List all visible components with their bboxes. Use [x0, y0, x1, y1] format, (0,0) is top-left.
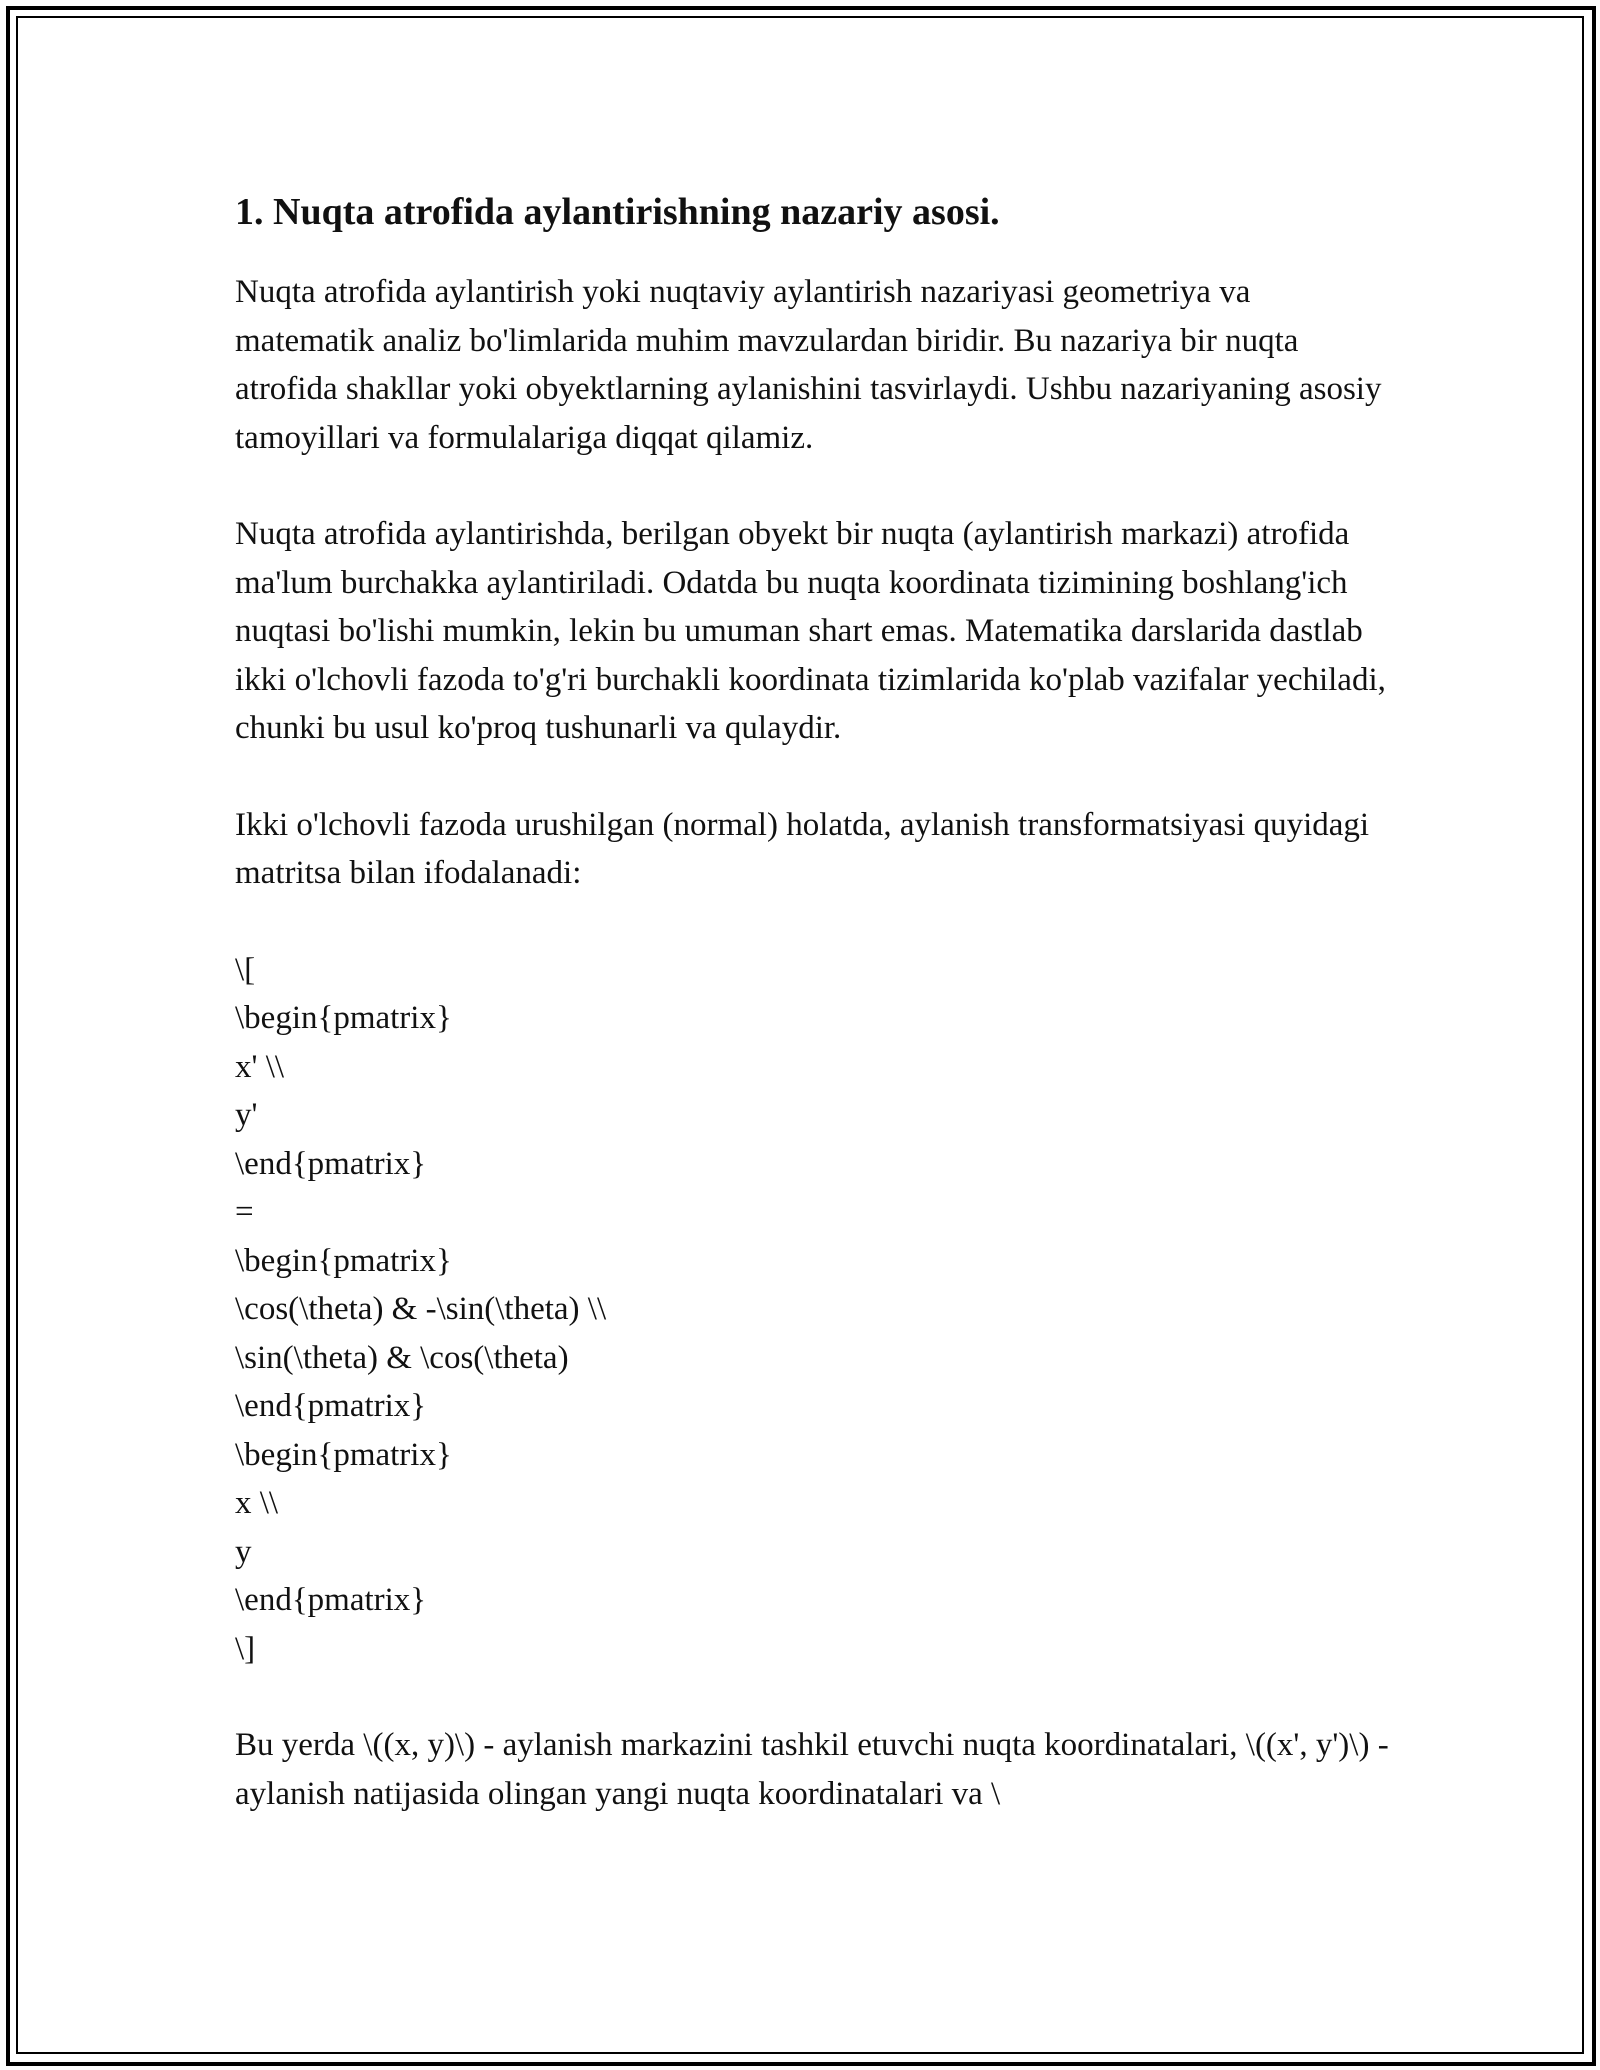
- formula-line: \sin(\theta) & \cos(\theta): [235, 1339, 569, 1376]
- formula-line: \cos(\theta) & -\sin(\theta) \\: [235, 1291, 607, 1327]
- formula-line: \end{pmatrix}: [235, 1582, 427, 1618]
- formula-line: \end{pmatrix}: [235, 1145, 427, 1182]
- formula-line: \[: [235, 951, 256, 988]
- paragraph-rotation-center: Nuqta atrofida aylantirishda, berilgan obyekt bir nuqta (aylantirish markazi) atrofida ma'lum burchakka aylantiriladi. Odatda bu nuqta koordinata tizimining boshlang'ich nuqtasi bo'lishi mumkin, lekin bu umuman shart emas. Matematika darslarida dastlab ikki o'lchovli fazoda to'g'ri burchakli koordinata tizimlarida ko'plab vazifalar yechiladi, chunki bu usul ko'proq tushunarli va qulaydir.: [235, 516, 1386, 746]
- paragraph-matrix-intro: Ikki o'lchovli fazoda urushilgan (normal) holatda, aylanish transformatsiyasi quyidagi matritsa bilan ifodalanadi:: [235, 806, 1370, 891]
- rotation-matrix-formula: [235, 946, 1395, 1674]
- section-heading: 1. Nuqta atrofida aylantirishning nazariy asosi.: [235, 191, 1000, 233]
- paragraph-intro: Nuqta atrofida aylantirish yoki nuqtaviy aylantirish nazariyasi geometriya va matematik analiz bo'limlarida muhim mavzulardan biridir. Bu nazariya bir nuqta atrofida shakllar yoki obyektlarning aylanishini tasvirlaydi. Ushbu nazariyaning asosiy tamoyillari va formulalariga diqqat qilamiz.: [235, 274, 1382, 456]
- formula-line: \begin{pmatrix}: [235, 1242, 452, 1279]
- formula-line: y': [235, 1097, 258, 1133]
- formula-line: \begin{pmatrix}: [235, 1436, 452, 1473]
- formula-line: y: [235, 1533, 252, 1570]
- formula-line: =: [235, 1194, 254, 1230]
- formula-line: x \\: [235, 1485, 279, 1521]
- paragraph-closing: Bu yerda \((x, y)\) - aylanish markazini tashkil etuvchi nuqta koordinatalari, \((x', y')\) - aylanish natijasida olingan yangi nuqta koordinatalari va \: [235, 1727, 1389, 1812]
- formula-line: \begin{pmatrix}: [235, 1000, 452, 1036]
- formula-line: \]: [235, 1630, 256, 1667]
- formula-line: x' \\: [235, 1048, 285, 1085]
- formula-line: \end{pmatrix}: [235, 1388, 427, 1424]
- document-body: [235, 188, 1395, 1866]
